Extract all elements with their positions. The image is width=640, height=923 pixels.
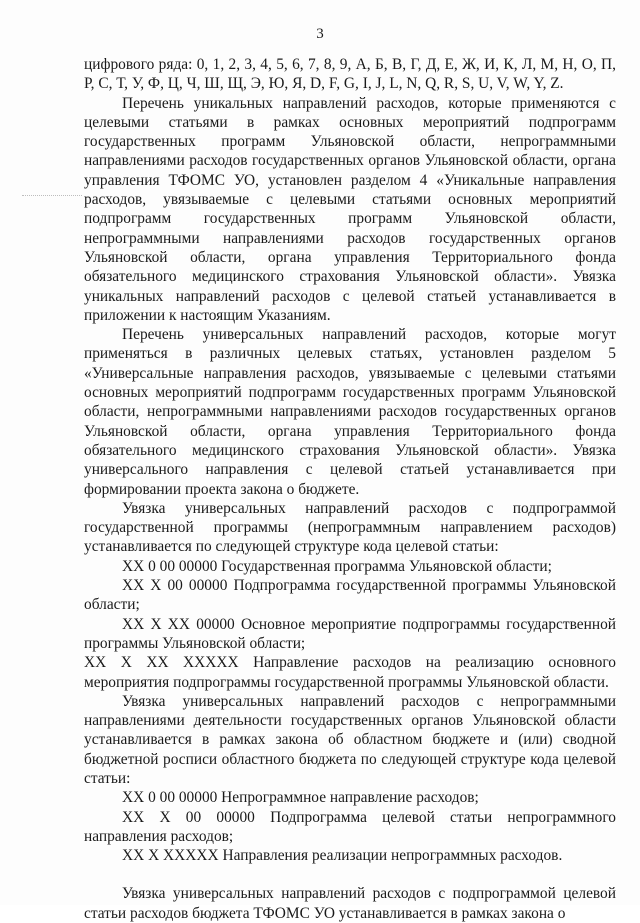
document-body	[84, 55, 616, 923]
paragraph-unique-directions: Перечень уникальных направлений расходов, которые применяются с целевыми статьями в рамках основных мероприятий подпрограмм государственных программ Ульяновской области, непрограммными направлениями расходов государственных органов Ульяновской области, органа управления ТФОМС УО, установлен разделом 4 «Уникальные направления расходов, увязываемые с целевыми статьями основных мероприятий подпрограмм государственных программ Ульяновской области, непрограммными направлениями расходов государственных органов Ульяновской области, органа управления Территориального фонда обязательного медицинского страхования Ульяновской области». Увязка уникальных направлений расходов с целевой статьей устанавливается в приложении к настоящим Указаниям.	[84, 94, 616, 324]
code-line-nonprogram: ХХ 0 00 00000 Непрограммное направление расходов;	[122, 789, 479, 807]
code-line-nonprogram-direction: ХХ Х ХХХХХ Направления реализации непрограммных расходов.	[122, 847, 563, 865]
paragraph-universal-directions: Перечень универсальных направлений расходов, которые могут применяться в различных целевых статьях, установлен разделом 5 «Универсальные направления расходов, увязываемые с целевыми статьями основных мероприятий подпрограмм государственных программ Ульяновской области, непрограммными направлениями расходов государственных органов Ульяновской области, органа управления Территориального фонда обязательного медицинского страхования Ульяновской области». Увязка универсального направления с целевой статьей устанавливается при формировании проекта закона о бюджете.	[84, 326, 616, 498]
page-number: 3	[316, 26, 324, 42]
paragraph-gap	[84, 865, 616, 884]
paragraph-link-structure: Увязка универсальных направлений расходов с подпрограммой государственной программы (непрограммным направлением расходов) устанавливается по следующей структуре кода целевой статьи:	[84, 499, 616, 556]
code-line-expense-direction: ХХ Х ХХ ХХХХХ Направление расходов на реализацию основного мероприятия подпрограммы государственной программы Ульяновской области.	[84, 654, 616, 691]
code-line-program: ХХ 0 00 00000 Государственная программа Ульяновской области;	[122, 557, 552, 575]
paragraph-nonprogram-link: Увязка универсальных направлений расходов с непрограммными направлениями деятельности государственных органов Ульяновской области устанавливается в рамках закона об областном бюджете и (или) сводной бюджетной росписи областного бюджета по следующей структуре кода целевой статьи:	[84, 692, 616, 787]
code-line-subprogram: ХХ Х 00 00000 Подпрограмма государственной программы Ульяновской области;	[84, 577, 616, 614]
paragraph-tfoms-link: Увязка универсальных направлений расходов с подпрограммой целевой статьи расходов бюджета ТФОМС УО устанавливается в рамках закона о	[84, 885, 616, 922]
code-line-nonprogram-subprogram: ХХ Х 00 00000 Подпрограмма целевой статьи непрограммного направления расходов;	[84, 808, 616, 845]
scan-artifact-line	[22, 195, 82, 196]
paragraph-digit-series: цифрового ряда: 0, 1, 2, 3, 4, 5, 6, 7, 8, 9, А, Б, В, Г, Д, Е, Ж, И, К, Л, М, Н, О, П, Р, С, Т, У, Ф, Ц, Ч, Ш, Щ, Э, Ю, Я, D, F, G, I, J, L, N, Q, R, S, U, V, W, Y, Z.	[84, 56, 616, 93]
code-line-main-activity: ХХ Х ХХ 00000 Основное мероприятие подпрограммы государственной программы Ульяновской области;	[84, 615, 616, 652]
